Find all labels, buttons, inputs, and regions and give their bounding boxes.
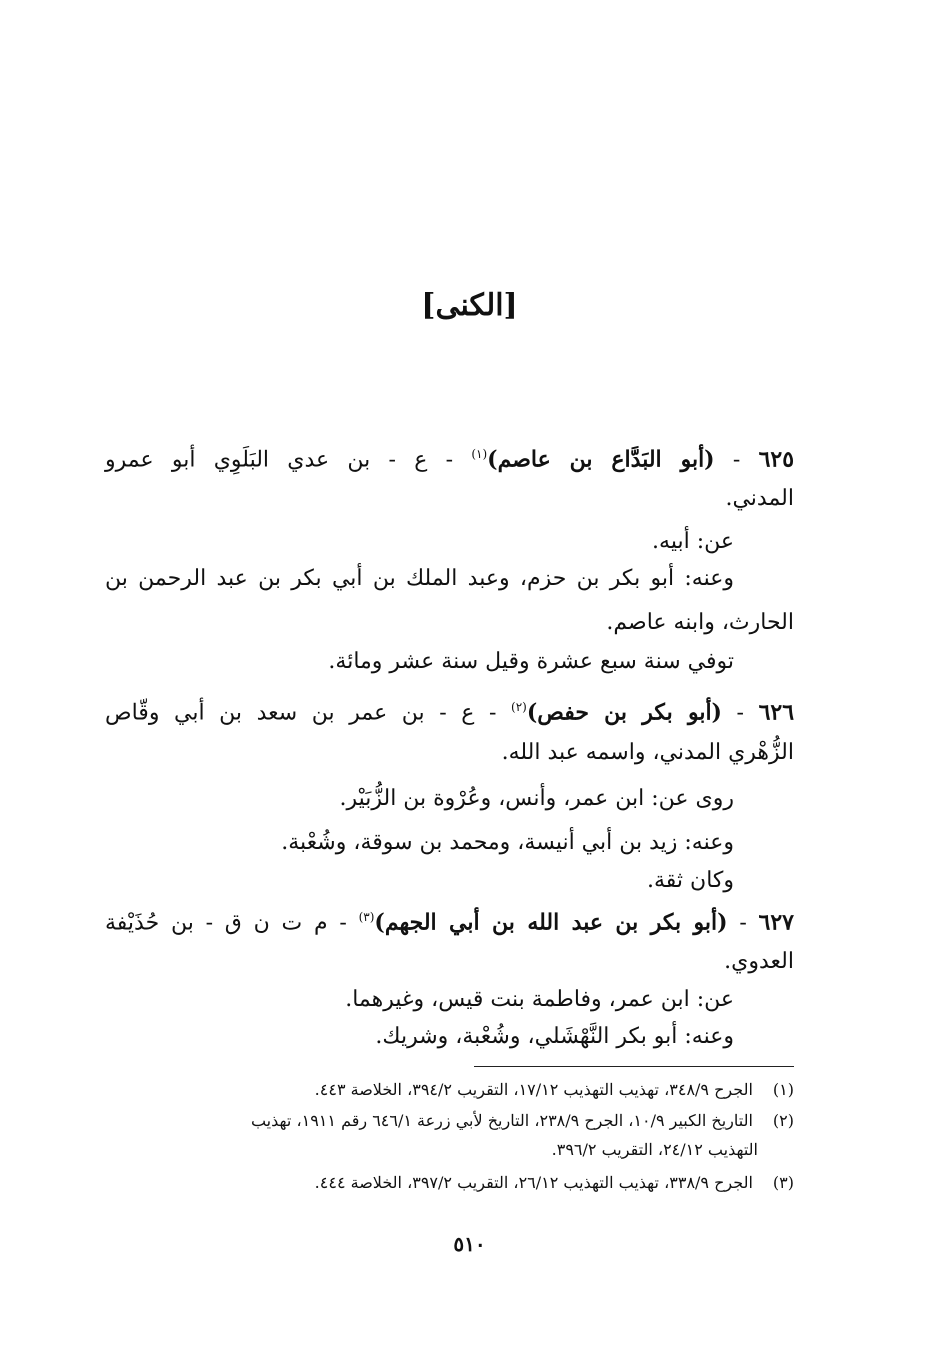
page-number: ٥١٠: [453, 1232, 486, 1256]
entry-number: ٦٢٦: [758, 699, 795, 726]
footnote-1: [95, 1077, 794, 1103]
footnote-2: [95, 1108, 794, 1134]
footnote-text: الجرح ٣٣٨/٩، تهذيب التهذيب ٢٦/١٢، التقريب ٣٩٧/٢، الخلاصة ٤٤٤.: [314, 1173, 753, 1192]
section-title: [الكنى]: [421, 288, 518, 323]
entry-625-line2: المدني.: [725, 486, 794, 511]
entry-626-from: روى عن: ابن عمر، وأنس، وعُرْوة بن الزُّبَيْر.: [339, 786, 734, 811]
entry-625-line1: ٦٢٥ - (أبو البَدَّاع بن عاصم)$^{(١)}$ - ع - بن عدي البَلَوِي أبو عمرو: [105, 446, 795, 473]
entry-625-narrators-2: الحارث، وابنه عاصم.: [606, 610, 794, 635]
entry-lineage: - ع - بن عمر بن سعد بن أبي وقّاص: [105, 700, 497, 726]
footnote-2-continued: التهذيب ٢٤/١٢، التقريب ٣٩٦/٢.: [551, 1140, 758, 1159]
footnote-number: (٢): [772, 1111, 794, 1130]
entry-626-line1: ٦٢٦ - (أبو بكر بن حفص)$^{(٢)}$ - ع - بن عمر بن سعد بن أبي وقّاص: [105, 699, 795, 726]
entry-627-from: عن: ابن عمر، وفاطمة بنت قيس، وغيرهما.: [345, 987, 734, 1012]
footnote-number: (٣): [772, 1173, 794, 1192]
entry-name: (أبو البَدَّاع بن عاصم): [487, 446, 715, 473]
entry-625-narrators-1: وعنه: أبو بكر بن حزم، وعبد الملك بن أبي بكر بن عبد الرحمن بن: [105, 566, 734, 591]
footnote-number: (١): [772, 1080, 794, 1099]
entry-626-line2: الزُّهْري المدني، واسمه عبد الله.: [501, 740, 794, 765]
entry-625-note: توفي سنة سبع عشرة وقيل سنة عشر ومائة.: [328, 649, 734, 674]
entry-lineage: - ع - بن عدي البَلَوِي أبو عمرو: [105, 447, 454, 473]
entry-name: (أبو بكر بن عبد الله بن أبي الجهم): [374, 909, 728, 936]
footnote-text: التاريخ الكبير ١٠/٩، الجرح ٢٣٨/٩، التاريخ لأبي زرعة ٦٤٦/١ رقم ١٩١١، تهذيب: [250, 1111, 753, 1130]
entry-lineage: - م ت ن ق - بن حُذَيْفة: [105, 910, 347, 936]
entry-627-line2: العدوي.: [724, 949, 794, 974]
entry-626-narrators: وعنه: زيد بن أبي أنيسة، ومحمد بن سوقة، وشُعْبة.: [281, 830, 734, 855]
footnote-ref: (٢): [511, 700, 527, 714]
footnote-ref: (٣): [358, 910, 375, 924]
footnote-3: [95, 1170, 794, 1196]
footnote-text: الجرح ٣٤٨/٩، تهذيب التهذيب ١٧/١٢، التقريب ٣٩٤/٢، الخلاصة ٤٤٣.: [314, 1080, 753, 1099]
entry-627-line1: ٦٢٧ - (أبو بكر بن عبد الله بن أبي الجهم)$^{(٣)}$ - م ت ن ق - بن حُذَيْفة: [105, 909, 794, 936]
entry-number: ٦٢٥: [758, 446, 795, 473]
footnote-ref: (١): [471, 447, 488, 461]
entry-627-narrators: وعنه: أبو بكر النَّهْشَلي، وشُعْبة، وشريك.: [375, 1024, 734, 1049]
entry-626-note: وكان ثقة.: [647, 868, 734, 893]
footnote-divider: [474, 1066, 794, 1067]
entry-625-from: عن: أبيه.: [652, 529, 734, 554]
entry-name: (أبو بكر بن حفص): [526, 699, 722, 726]
entry-number: ٦٢٧: [758, 909, 794, 936]
